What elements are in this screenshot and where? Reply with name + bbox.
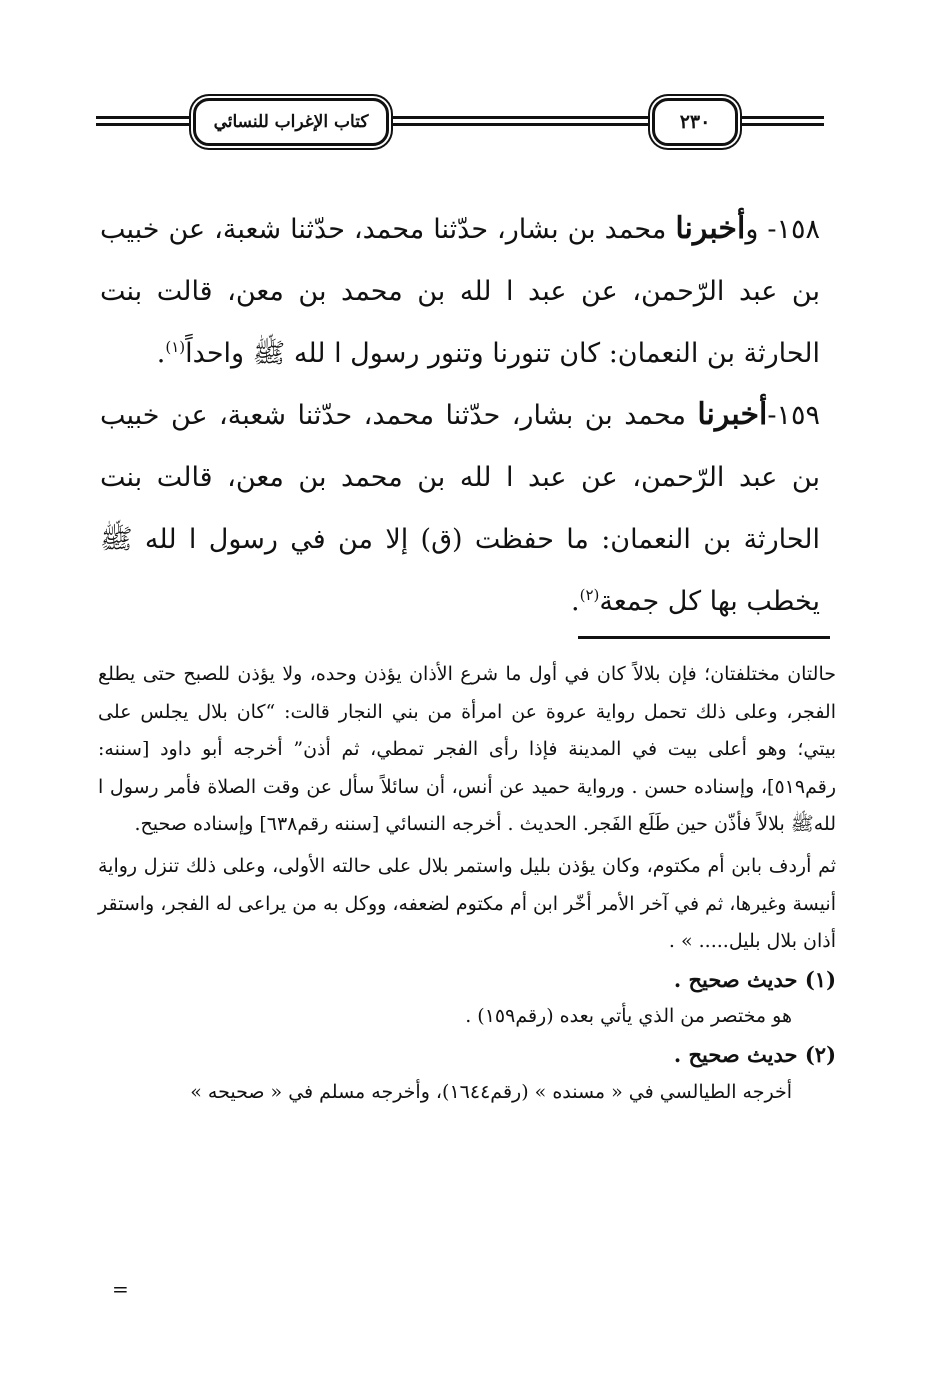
hadith-keyword: أخبرنا [697, 397, 768, 432]
hadith-prefix: - و [745, 214, 777, 245]
footnote-1-heading: (١) حديث صحيح . [673, 966, 836, 992]
hadith-text: محمد بن بشار، حدّثنا محمد، حدّثنا شعبة، عن خبيب بن عبد الرّحمن، عن عبد ا لله بن محمد بن معن، قالت بنت الحارثة بن النعمان: ما حفظت (ق) إلا من في رسول ا لله ﷺ يخطب بها كل جمعة [100, 400, 820, 617]
book-title: كتاب الإغراب للنسائي [193, 98, 389, 146]
hadith-number: ١٥٩ [776, 400, 820, 431]
hadith-text: محمد بن بشار، حدّثنا محمد، حدّثنا شعبة، عن خبيب بن عبد الرّحمن، عن عبد ا لله بن محمد بن معن، قالت بنت الحارثة بن النعمان: كان تنورنا وتنور رسول ا لله ﷺ واحداً [100, 214, 820, 369]
header-rule-left-bottom [96, 123, 194, 126]
hadith-ending: . [156, 338, 166, 369]
footnote-separator [578, 636, 830, 639]
footnote-1-text: هو مختصر من الذي يأتي بعده (رقم١٥٩) . [465, 1005, 792, 1028]
footnote-continuation-2: ثم أردف بابن أم مكتوم، وكان يؤذن بليل واستمر بلال على حالته الأولى، وعلى ذلك تنزل رواية أنيسة وغيرها، ثم في آخر الأمر أخّر ابن أم مكتوم لضعفه، ووكل به من يراعى له الفجر، واستقر أذان بلال بليل..... » . [98, 854, 836, 953]
footnote-2-text: أخرجه الطيالسي في « مسنده » (رقم١٦٤٤)، وأخرجه مسلم في « صحيحه » [190, 1080, 792, 1103]
hadith-prefix: - [767, 400, 777, 431]
hadith-159 [100, 384, 820, 633]
hadith-number: ١٥٨ [776, 214, 820, 245]
header-rule-left-top [96, 116, 194, 119]
hadith-ending: . [570, 586, 580, 617]
header-rule-middle-top [383, 116, 653, 119]
footnote-ref: (٢) [579, 586, 600, 604]
page-number: ٢٣٠ [652, 98, 738, 146]
header-rule-middle-bottom [383, 123, 653, 126]
continuation-mark: = [112, 1277, 129, 1301]
footnotes-section [98, 656, 836, 1111]
footnote-ref: (١) [165, 338, 186, 356]
hadith-158 [100, 198, 820, 385]
header-rule-right-top [732, 116, 824, 119]
header-rule-right-bottom [732, 123, 824, 126]
hadith-keyword: أخبرنا [675, 211, 746, 246]
footnote-continuation-1: حالتان مختلفتان؛ فإن بلالاً كان في أول ما شرع الأذان يؤذن وحده، ولا يؤذن للصبح حتى يطلع الفجر، وعلى ذلك تحمل رواية عروة عن امرأة من بني النجار قالت: “كان بلال يجلس على بيتي؛ وهو أعلى بيت في المدينة فإذا رأى الفجر تمطي، ثم أذن” أخرجه أبو داود [سننه: رقم٥١٩]، وإسناده حسن . ورواية حميد عن أنس، أن سائلاً سأل عن وقت الصلاة فأمر رسول ا للهﷺ بلالاً فأذّن حين طَلَع الفَجر. الحديث . أخرجه النسائي [سننه رقم٦٣٨] وإسناده صحيح. [98, 663, 836, 836]
footnote-2-heading: (٢) حديث صحيح . [673, 1041, 836, 1067]
